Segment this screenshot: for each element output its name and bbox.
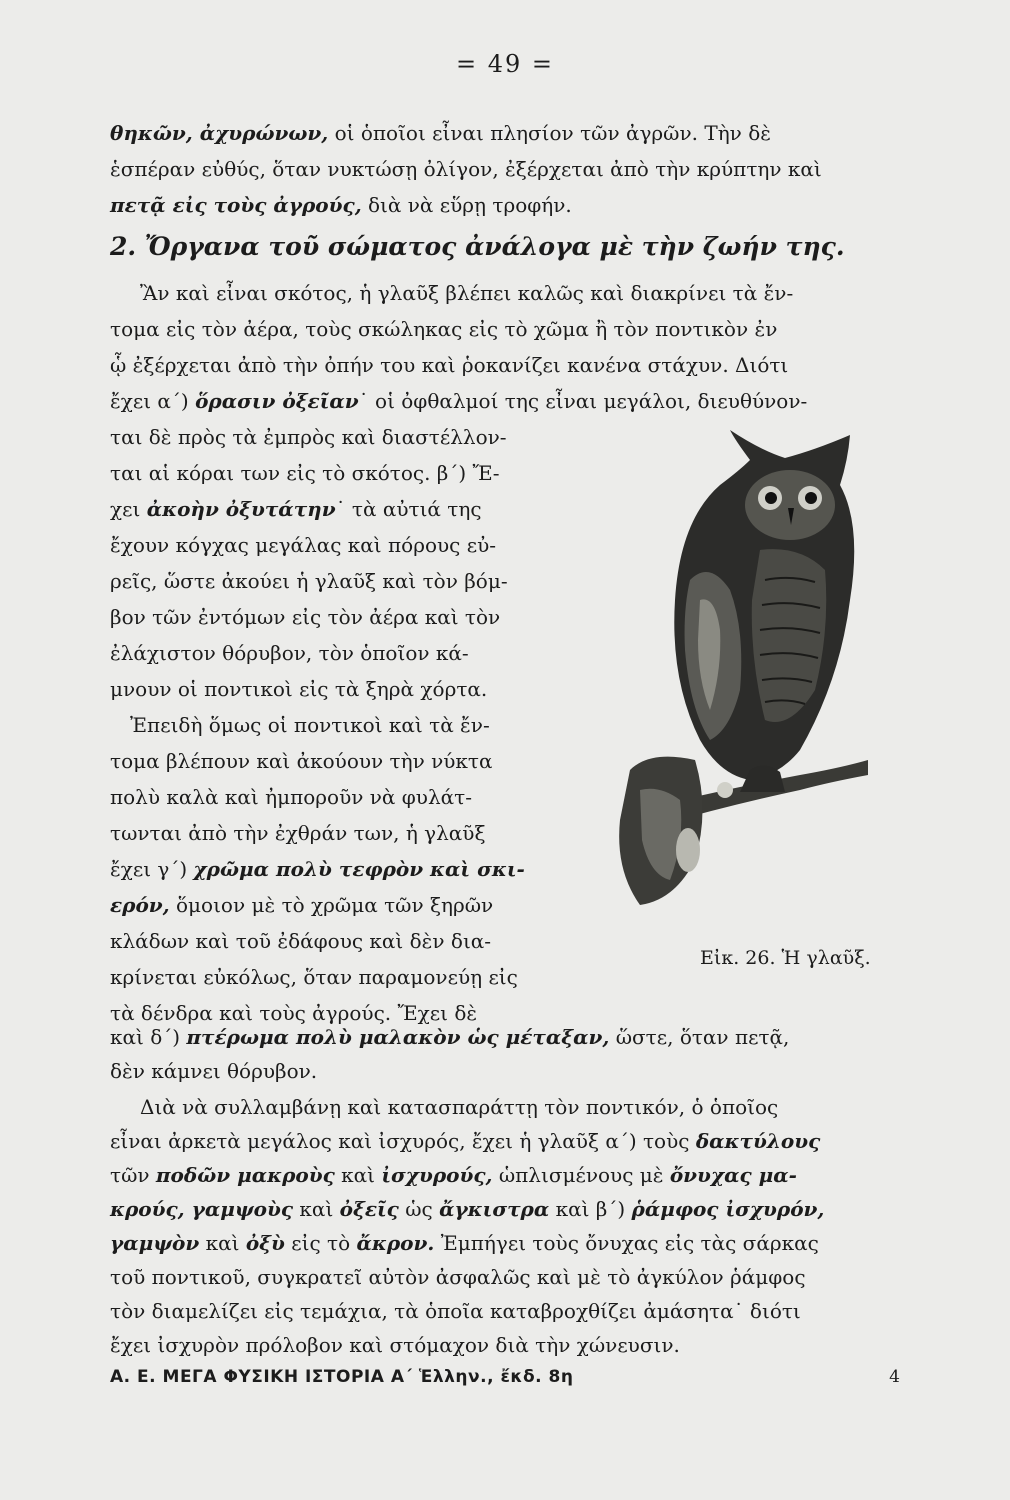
text-line: τωνται ἀπὸ τὴν ἐχθράν των, ἡ γλαῦξ <box>110 821 486 845</box>
text-line: ερόν, ὅμοιον μὲ τὸ χρῶμα τῶν ξηρῶν <box>110 893 494 917</box>
text-line: τὸν διαμελίζει εἰς τεμάχια, τὰ ὁποῖα καταβροχθίζει ἀμάσητα˙ διότι <box>110 1299 801 1323</box>
text-line: βον τῶν ἐντόμων εἰς τὸν ἀέρα καὶ τὸν <box>110 605 501 629</box>
text-line: Διὰ νὰ συλλαμβάνῃ καὶ κατασπαράττῃ τὸν ποντικόν, ὁ ὁποῖος <box>140 1095 779 1119</box>
text-line: Ἐπειδὴ ὅμως οἱ ποντικοὶ καὶ τὰ ἔν- <box>130 713 490 737</box>
text-line: τὰ δένδρα καὶ τοὺς ἀγρούς. Ἔχει δὲ <box>110 1001 478 1025</box>
text-line: τομα εἰς τὸν ἀέρα, τοὺς σκώληκας εἰς τὸ χῶμα ἢ τὸν ποντικὸν ἐν <box>110 317 778 341</box>
text-line: τοῦ ποντικοῦ, συγκρατεῖ αὐτὸν ἀσφαλῶς καὶ μὲ τὸ ἀγκύλον ῥάμφος <box>110 1265 806 1289</box>
text-line: ἔχουν κόγχας μεγάλας καὶ πόρους εὐ- <box>110 533 496 557</box>
text-line: ἔχει ἰσχυρὸν πρόλοβον καὶ στόμαχον διὰ τὴν χώνευσιν. <box>110 1333 680 1357</box>
text-line: τῶν ποδῶν μακροὺς καὶ ἰσχυρούς, ὡπλισμένους μὲ ὄνυχας μα- <box>110 1163 797 1187</box>
owl-illustration <box>600 430 870 930</box>
text-line: Ἂν καὶ εἶναι σκότος, ἡ γλαῦξ βλέπει καλῶς καὶ διακρίνει τὰ ἔν- <box>140 281 794 305</box>
page-number: = 49 = <box>455 50 554 78</box>
text-line: ᾧ ἐξέρχεται ἀπὸ τὴν ὀπήν του καὶ ῥοκανίζει κανένα στάχυν. Διότι <box>110 353 789 377</box>
text-line: καὶ δ΄) πτέρωμα πολὺ μαλακὸν ὡς μέταξαν, ὥστε, ὅταν πετᾷ, <box>110 1025 790 1049</box>
text-line: τομα βλέπουν καὶ ἀκούουν τὴν νύκτα <box>110 749 493 773</box>
text-line: ται δὲ πρὸς τὰ ἐμπρὸς καὶ διαστέλλον- <box>110 425 507 449</box>
page-footer <box>110 1367 900 1387</box>
footer-signature: 4 <box>889 1367 900 1387</box>
text-line: ἐλάχιστον θόρυβον, τὸν ὁποῖον κά- <box>110 641 469 665</box>
text-line: πετᾷ εἰς τοὺς ἀγρούς, διὰ νὰ εὕρῃ τροφήν. <box>110 193 572 217</box>
text-line: ἑσπέραν εὐθύς, ὅταν νυκτώσῃ ὀλίγον, ἐξέρχεται ἀπὸ τὴν κρύπτην καὶ <box>110 157 822 181</box>
text-line: πολὺ καλὰ καὶ ἠμποροῦν νὰ φυλάτ- <box>110 785 472 809</box>
text-line: θηκῶν, ἀχυρώνων, οἱ ὁποῖοι εἶναι πλησίον τῶν ἀγρῶν. Τὴν δὲ <box>110 121 771 145</box>
figure-caption: Εἰκ. 26. Ἡ γλαῦξ. <box>700 947 871 969</box>
text-line: κρούς, γαμψοὺς καὶ ὀξεῖς ὡς ἄγκιστρα καὶ β΄) ῥάμφος ἰσχυρόν, <box>110 1197 825 1221</box>
owl-engraving <box>600 430 870 930</box>
text-line: εἶναι ἀρκετὰ μεγάλος καὶ ἰσχυρός, ἔχει ἡ γλαῦξ α΄) τοὺς δακτύλους <box>110 1129 821 1153</box>
text-line: χει ἀκοὴν ὀξυτάτην˙ τὰ αὐτιά της <box>110 497 482 521</box>
text-line: ἔχει α΄) ὅρασιν ὀξεῖαν˙ οἱ ὀφθαλμοί της εἶναι μεγάλοι, διευθύνον- <box>110 389 808 413</box>
text-line: ἔχει γ΄) χρῶμα πολὺ τεφρὸν καὶ σκι- <box>110 857 525 881</box>
text-line: κλάδων καὶ τοῦ ἐδάφους καὶ δὲν δια- <box>110 929 492 953</box>
text-line: μνουν οἱ ποντικοὶ εἰς τὰ ξηρὰ χόρτα. <box>110 677 488 701</box>
text-line: ται αἱ κόραι των εἰς τὸ σκότος. β΄) Ἔ- <box>110 461 500 485</box>
text-line: δὲν κάμνει θόρυβον. <box>110 1059 318 1083</box>
section-heading: 2. Ὄργανα τοῦ σώματος ἀνάλογα μὲ τὴν ζωήν της. <box>110 232 845 261</box>
text-line: γαμψὸν καὶ ὀξὺ εἰς τὸ ἄκρον. Ἐμπήγει τοὺς ὄνυχας εἰς τὰς σάρκας <box>110 1231 819 1255</box>
text-line: κρίνεται εὐκόλως, ὅταν παραμονεύῃ εἰς <box>110 965 518 989</box>
footer-publication: Α. Ε. ΜΕΓΑ ΦΥΣΙΚΗ ΙΣΤΟΡΙΑ Α΄ Ἑλλην., ἔκδ. 8η <box>110 1367 574 1387</box>
text-line: ρεῖς, ὥστε ἀκούει ἡ γλαῦξ καὶ τὸν βόμ- <box>110 569 508 593</box>
